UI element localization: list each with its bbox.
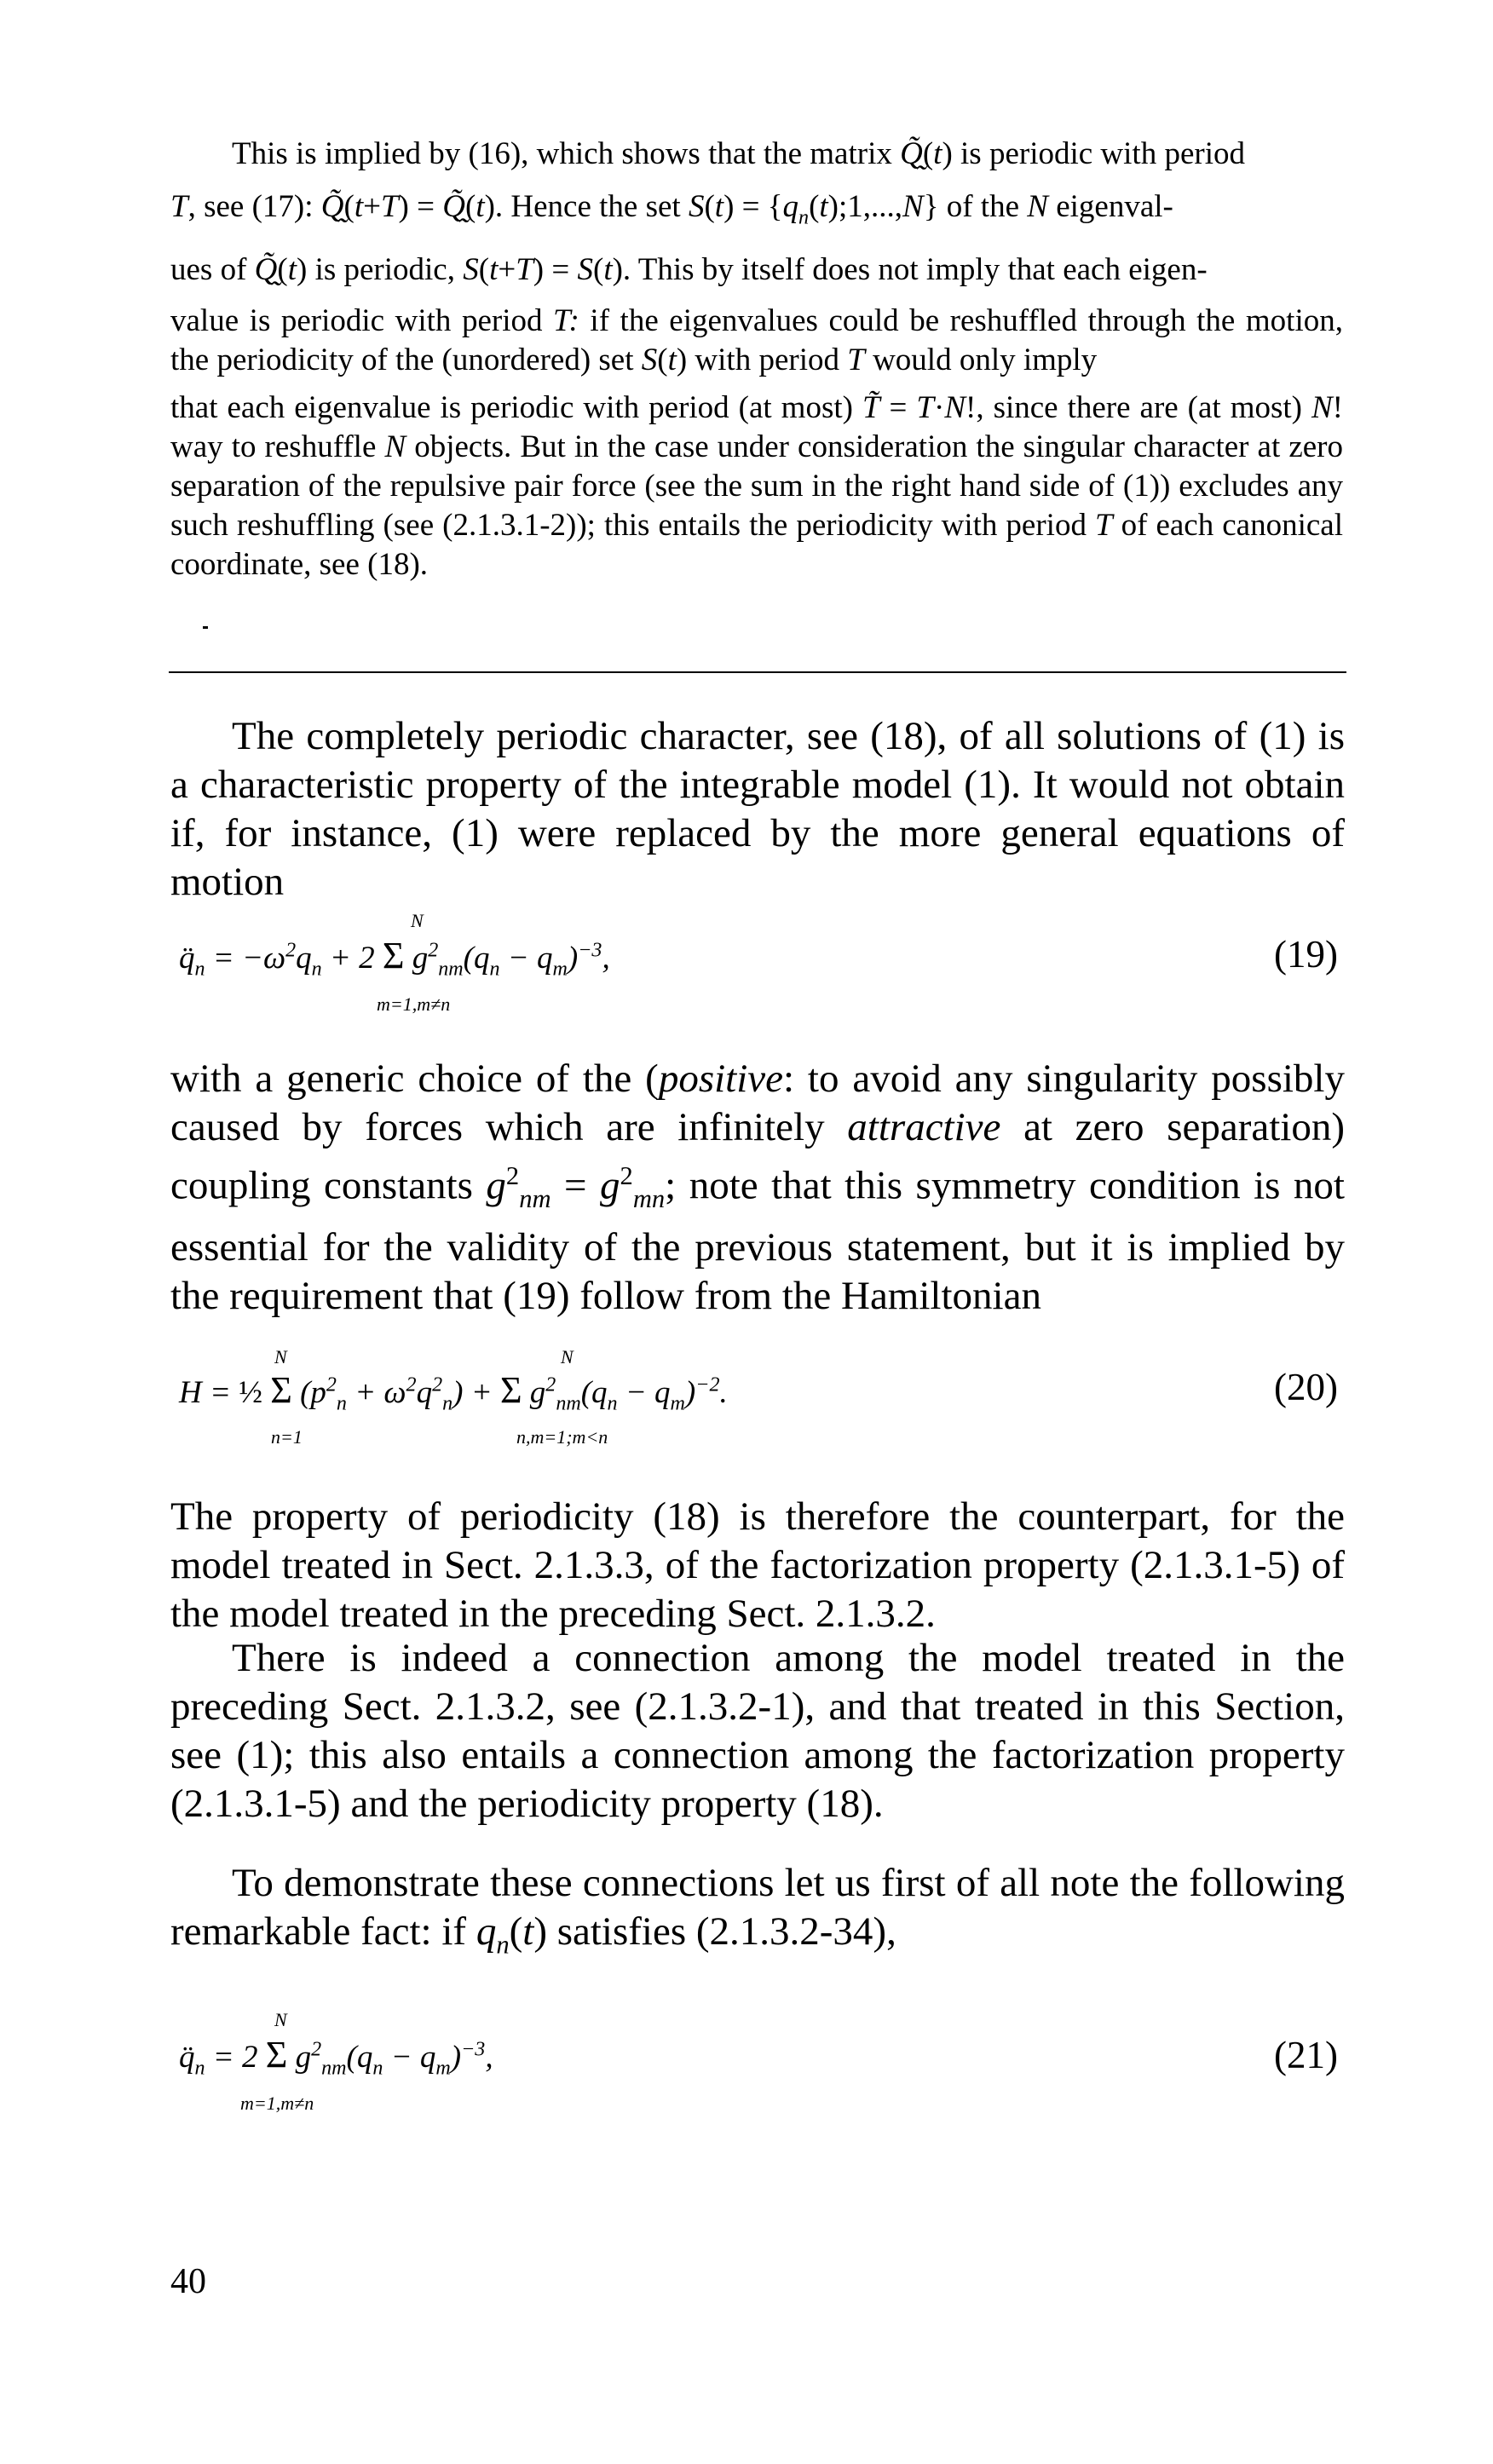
equation-20-body: H = ½ Σ $(p^2_n + \omega^2q^2_n) + \Sigma$ $g^2_{nm}(q_n - q_m)^{-2}$. [179,1369,728,1415]
stray-mark [203,626,208,629]
equation-20-upper-limit-1: N [274,1346,287,1367]
footnote-line-5: that each eigenvalue is periodic with period (at most) T̃ = T·N!, since there are (at most) N! way to reshuffle N objects. But in the case under consideration the singular character at zero separation of the repulsive pair force (see the sum in the right hand side of (1)) excludes any such reshuffling (see (2.1.3.1-2)); this entails the periodicity with period T of each canonical coordinate, see (18). [170,390,1343,583]
paragraph-4: There is indeed a connection among the model treated in the preceding Sect. 2.1.3.2, see (2.1.3.2-1), and that treated in this Section, see (1); this also entails a connection among the factorization property (2.1.3.1-5) and the periodicity property (18). [170,1636,1345,1826]
equation-20 [179,1341,1338,1460]
equation-20-lower-limit-2: n,m=1;m<n [516,1426,608,1448]
equation-19-number: (19) [1274,933,1338,976]
equation-21-upper-limit: N [274,2009,287,2030]
paragraph-5: To demonstrate these connections let us first of all note the following remarkable fact: if $q_n(t)$ satisfies (2.1.3.2-34), [170,1861,1345,1960]
equation-20-upper-limit-2: N [561,1346,574,1367]
footnote-separator [169,671,1346,673]
equation-20-lower-limit-1: n=1 [271,1426,303,1448]
footnote-line-2: T, see (17): Q̰̃(t+T) = Q̰̃(t). Hence the set $S(t) = \{q_n(t);1,...,N\}$ of the N eigenval- [170,189,1173,229]
equation-21-lower-limit: m=1,m≠n [240,2093,314,2114]
equation-19-body: $q̈_n = -\omega^2q_n + 2$ Σ $g^2_{nm}(q_n - q_m)^{-3}$, [179,935,610,981]
equation-21-number: (21) [1274,2034,1338,2076]
paragraph-3: The property of periodicity (18) is therefore the counterpart, for the model treated in Sect. 2.1.3.3, of the factorization property (2.1.3.1-5) of the model treated in the preceding Sect. 2.1.3.2. [170,1494,1345,1636]
footnote-line-3: ues of Q̰̃(t) is periodic, S(t+T) = S(t). This by itself does not imply that each eigen- [170,252,1208,288]
footnote-line-4: value is periodic with period T: if the eigenvalues could be reshuffled through the motion, the periodicity of the (unordered) set S(t) with period T would only imply [170,303,1343,378]
paragraph-1: The completely periodic character, see (18), of all solutions of (1) is a characteristic property of the integrable model (1). It would not obtain if, for instance, (1) were replaced by the more general equations of motion [170,714,1345,904]
equation-20-number: (20) [1274,1366,1338,1408]
page-number: 40 [170,2262,206,2301]
equation-19-lower-limit: m=1,m≠n [377,993,451,1015]
equation-19 [179,907,1338,1026]
paragraph-2: with a generic choice of the (positive: to avoid any singularity possibly caused by forces which are infinitely attractive at zero separation) coupling constants $g^2_{nm} = g^2_{mn}$; note that this symmetry condition is not essential for the validity of the previous statement, but it is implied by the requirement that (19) follow from the Hamiltonian [170,1056,1345,1319]
equation-19-upper-limit: N [411,910,424,931]
footnote-block [170,128,1343,584]
equation-21-body: $q̈_n = 2$ Σ $g^2_{nm}(q_n - q_m)^{-3}$, [179,2034,493,2080]
footnote-line-1: This is implied by (16), which shows that the matrix Q̰̃(t) is periodic with period [232,136,1245,171]
equation-21 [179,2006,1338,2125]
